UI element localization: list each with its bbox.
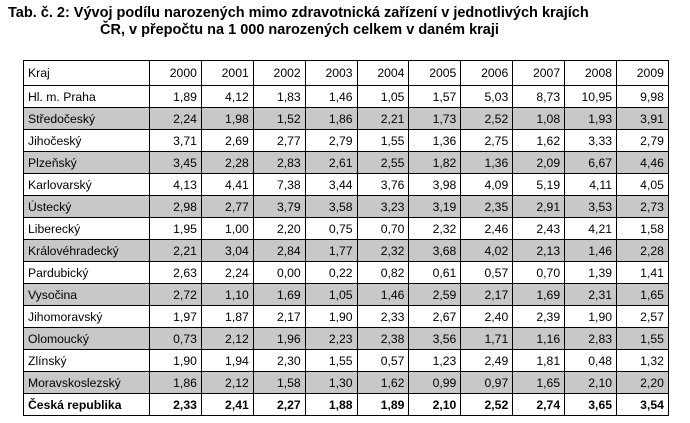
value-cell: 1,30 [305,372,357,394]
value-cell: 4,12 [201,86,253,108]
value-cell: 0,00 [253,262,305,284]
region-name-cell: Královéhradecký [24,240,150,262]
value-cell: 3,54 [617,394,669,416]
value-cell: 0,73 [150,328,202,350]
region-name-cell: Moravskoslezský [24,372,150,394]
table-row [24,306,669,328]
table-row [24,130,669,152]
value-cell: 0,57 [461,262,513,284]
value-cell: 3,71 [150,130,202,152]
value-cell: 2,12 [201,328,253,350]
total-row [24,394,669,416]
value-cell: 0,70 [357,218,409,240]
value-cell: 1,23 [409,350,461,372]
table-row [24,240,669,262]
value-cell: 4,13 [150,174,202,196]
value-cell: 1,55 [617,328,669,350]
value-cell: 1,46 [565,240,617,262]
region-name-cell: Hl. m. Praha [24,86,150,108]
value-cell: 2,46 [461,218,513,240]
value-cell: 2,52 [461,394,513,416]
table-row [24,218,669,240]
value-cell: 1,57 [409,86,461,108]
value-cell: 1,96 [253,328,305,350]
value-cell: 1,58 [617,218,669,240]
value-cell: 3,76 [357,174,409,196]
value-cell: 1,05 [305,284,357,306]
value-cell: 1,65 [513,372,565,394]
value-cell: 1,62 [513,130,565,152]
value-cell: 2,32 [409,218,461,240]
value-cell: 5,19 [513,174,565,196]
value-cell: 1,88 [305,394,357,416]
table-row [24,284,669,306]
value-cell: 0,22 [305,262,357,284]
data-table [23,60,669,416]
value-cell: 2,21 [357,108,409,130]
value-cell: 9,98 [617,86,669,108]
value-cell: 2,20 [617,372,669,394]
value-cell: 1,89 [150,86,202,108]
region-name-cell: Karlovarský [24,174,150,196]
value-cell: 3,33 [565,130,617,152]
value-cell: 3,58 [305,196,357,218]
header-year: 2009 [617,61,669,86]
value-cell: 1,98 [201,108,253,130]
value-cell: 1,36 [461,152,513,174]
table-row [24,372,669,394]
header-year: 2006 [461,61,513,86]
value-cell: 2,27 [253,394,305,416]
value-cell: 2,59 [409,284,461,306]
region-name-cell: Jihočeský [24,130,150,152]
value-cell: 1,71 [461,328,513,350]
value-cell: 2,63 [150,262,202,284]
value-cell: 1,41 [617,262,669,284]
region-name-cell: Pardubický [24,262,150,284]
value-cell: 0,99 [409,372,461,394]
value-cell: 1,69 [513,284,565,306]
value-cell: 0,97 [461,372,513,394]
header-year: 2008 [565,61,617,86]
region-name-cell: Ústecký [24,196,150,218]
value-cell: 2,10 [409,394,461,416]
value-cell: 2,28 [617,240,669,262]
value-cell: 2,24 [150,108,202,130]
value-cell: 2,83 [565,328,617,350]
value-cell: 1,46 [357,284,409,306]
value-cell: 4,02 [461,240,513,262]
table-row [24,152,669,174]
table-row [24,328,669,350]
value-cell: 1,58 [253,372,305,394]
value-cell: 3,98 [409,174,461,196]
table-title [8,5,684,39]
value-cell: 2,28 [201,152,253,174]
value-cell: 2,17 [253,306,305,328]
value-cell: 1,97 [150,306,202,328]
value-cell: 1,90 [565,306,617,328]
value-cell: 3,68 [409,240,461,262]
value-cell: 2,57 [617,306,669,328]
value-cell: 2,41 [201,394,253,416]
value-cell: 4,11 [565,174,617,196]
value-cell: 1,05 [357,86,409,108]
value-cell: 2,49 [461,350,513,372]
value-cell: 2,77 [201,196,253,218]
header-year: 2000 [150,61,202,86]
value-cell: 1,36 [409,130,461,152]
value-cell: 4,05 [617,174,669,196]
value-cell: 1,87 [201,306,253,328]
value-cell: 2,31 [565,284,617,306]
value-cell: 1,77 [305,240,357,262]
title-line-1: Tab. č. 2: Vývoj podílu narozených mimo zdravotnická zařízení v jednotlivých krajích [8,5,589,21]
region-name-cell: Zlínský [24,350,150,372]
value-cell: 0,75 [305,218,357,240]
value-cell: 2,79 [305,130,357,152]
table-row [24,262,669,284]
value-cell: 2,73 [617,196,669,218]
value-cell: 2,72 [150,284,202,306]
value-cell: 3,44 [305,174,357,196]
value-cell: 8,73 [513,86,565,108]
value-cell: 1,00 [201,218,253,240]
region-name-cell: Plzeňský [24,152,150,174]
value-cell: 1,55 [305,350,357,372]
title-line-2: ČR, v přepočtu na 1 000 narozených celkem v daném kraji [100,22,499,38]
value-cell: 1,62 [357,372,409,394]
value-cell: 2,13 [513,240,565,262]
value-cell: 0,48 [565,350,617,372]
region-name-cell: Vysočina [24,284,150,306]
value-cell: 2,84 [253,240,305,262]
value-cell: 2,52 [461,108,513,130]
region-name-cell: Liberecký [24,218,150,240]
value-cell: 2,32 [357,240,409,262]
value-cell: 2,33 [357,306,409,328]
value-cell: 2,23 [305,328,357,350]
value-cell: 2,12 [201,372,253,394]
value-cell: 2,21 [150,240,202,262]
value-cell: 1,08 [513,108,565,130]
value-cell: 2,75 [461,130,513,152]
value-cell: 0,70 [513,262,565,284]
value-cell: 3,45 [150,152,202,174]
value-cell: 2,69 [201,130,253,152]
value-cell: 4,09 [461,174,513,196]
value-cell: 3,65 [565,394,617,416]
value-cell: 2,61 [305,152,357,174]
value-cell: 2,20 [253,218,305,240]
value-cell: 2,91 [513,196,565,218]
region-name-cell: Jihomoravský [24,306,150,328]
table-row [24,86,669,108]
value-cell: 4,21 [565,218,617,240]
value-cell: 2,77 [253,130,305,152]
value-cell: 2,98 [150,196,202,218]
value-cell: 1,39 [565,262,617,284]
value-cell: 5,03 [461,86,513,108]
value-cell: 2,10 [565,372,617,394]
value-cell: 3,04 [201,240,253,262]
table-row [24,174,669,196]
table-row [24,196,669,218]
value-cell: 2,09 [513,152,565,174]
value-cell: 2,55 [357,152,409,174]
value-cell: 1,65 [617,284,669,306]
value-cell: 1,89 [357,394,409,416]
value-cell: 1,52 [253,108,305,130]
value-cell: 3,91 [617,108,669,130]
value-cell: 2,24 [201,262,253,284]
value-cell: 1,69 [253,284,305,306]
value-cell: 7,38 [253,174,305,196]
value-cell: 1,93 [565,108,617,130]
table-row [24,350,669,372]
value-cell: 1,73 [409,108,461,130]
value-cell: 1,55 [357,130,409,152]
value-cell: 1,32 [617,350,669,372]
value-cell: 2,39 [513,306,565,328]
value-cell: 1,90 [305,306,357,328]
table-row [24,108,669,130]
region-name-cell: Česká republika [24,394,150,416]
value-cell: 0,57 [357,350,409,372]
value-cell: 1,46 [305,86,357,108]
header-year: 2003 [305,61,357,86]
value-cell: 4,46 [617,152,669,174]
value-cell: 1,86 [150,372,202,394]
value-cell: 3,53 [565,196,617,218]
header-year: 2001 [201,61,253,86]
header-row [24,61,669,86]
value-cell: 2,83 [253,152,305,174]
value-cell: 3,56 [409,328,461,350]
header-year: 2005 [409,61,461,86]
value-cell: 2,74 [513,394,565,416]
value-cell: 1,94 [201,350,253,372]
value-cell: 1,83 [253,86,305,108]
value-cell: 3,19 [409,196,461,218]
table-body [24,86,669,416]
value-cell: 2,30 [253,350,305,372]
value-cell: 10,95 [565,86,617,108]
value-cell: 6,67 [565,152,617,174]
value-cell: 3,79 [253,196,305,218]
header-region: Kraj [24,61,150,86]
region-name-cell: Olomoucký [24,328,150,350]
value-cell: 1,90 [150,350,202,372]
value-cell: 2,40 [461,306,513,328]
value-cell: 0,61 [409,262,461,284]
header-year: 2007 [513,61,565,86]
value-cell: 2,67 [409,306,461,328]
value-cell: 2,17 [461,284,513,306]
value-cell: 3,23 [357,196,409,218]
header-year: 2004 [357,61,409,86]
value-cell: 2,43 [513,218,565,240]
value-cell: 1,95 [150,218,202,240]
value-cell: 0,82 [357,262,409,284]
value-cell: 1,86 [305,108,357,130]
value-cell: 2,33 [150,394,202,416]
value-cell: 2,35 [461,196,513,218]
region-name-cell: Středočeský [24,108,150,130]
value-cell: 1,81 [513,350,565,372]
value-cell: 2,79 [617,130,669,152]
header-year: 2002 [253,61,305,86]
value-cell: 1,82 [409,152,461,174]
value-cell: 4,41 [201,174,253,196]
value-cell: 2,38 [357,328,409,350]
value-cell: 1,10 [201,284,253,306]
value-cell: 1,16 [513,328,565,350]
